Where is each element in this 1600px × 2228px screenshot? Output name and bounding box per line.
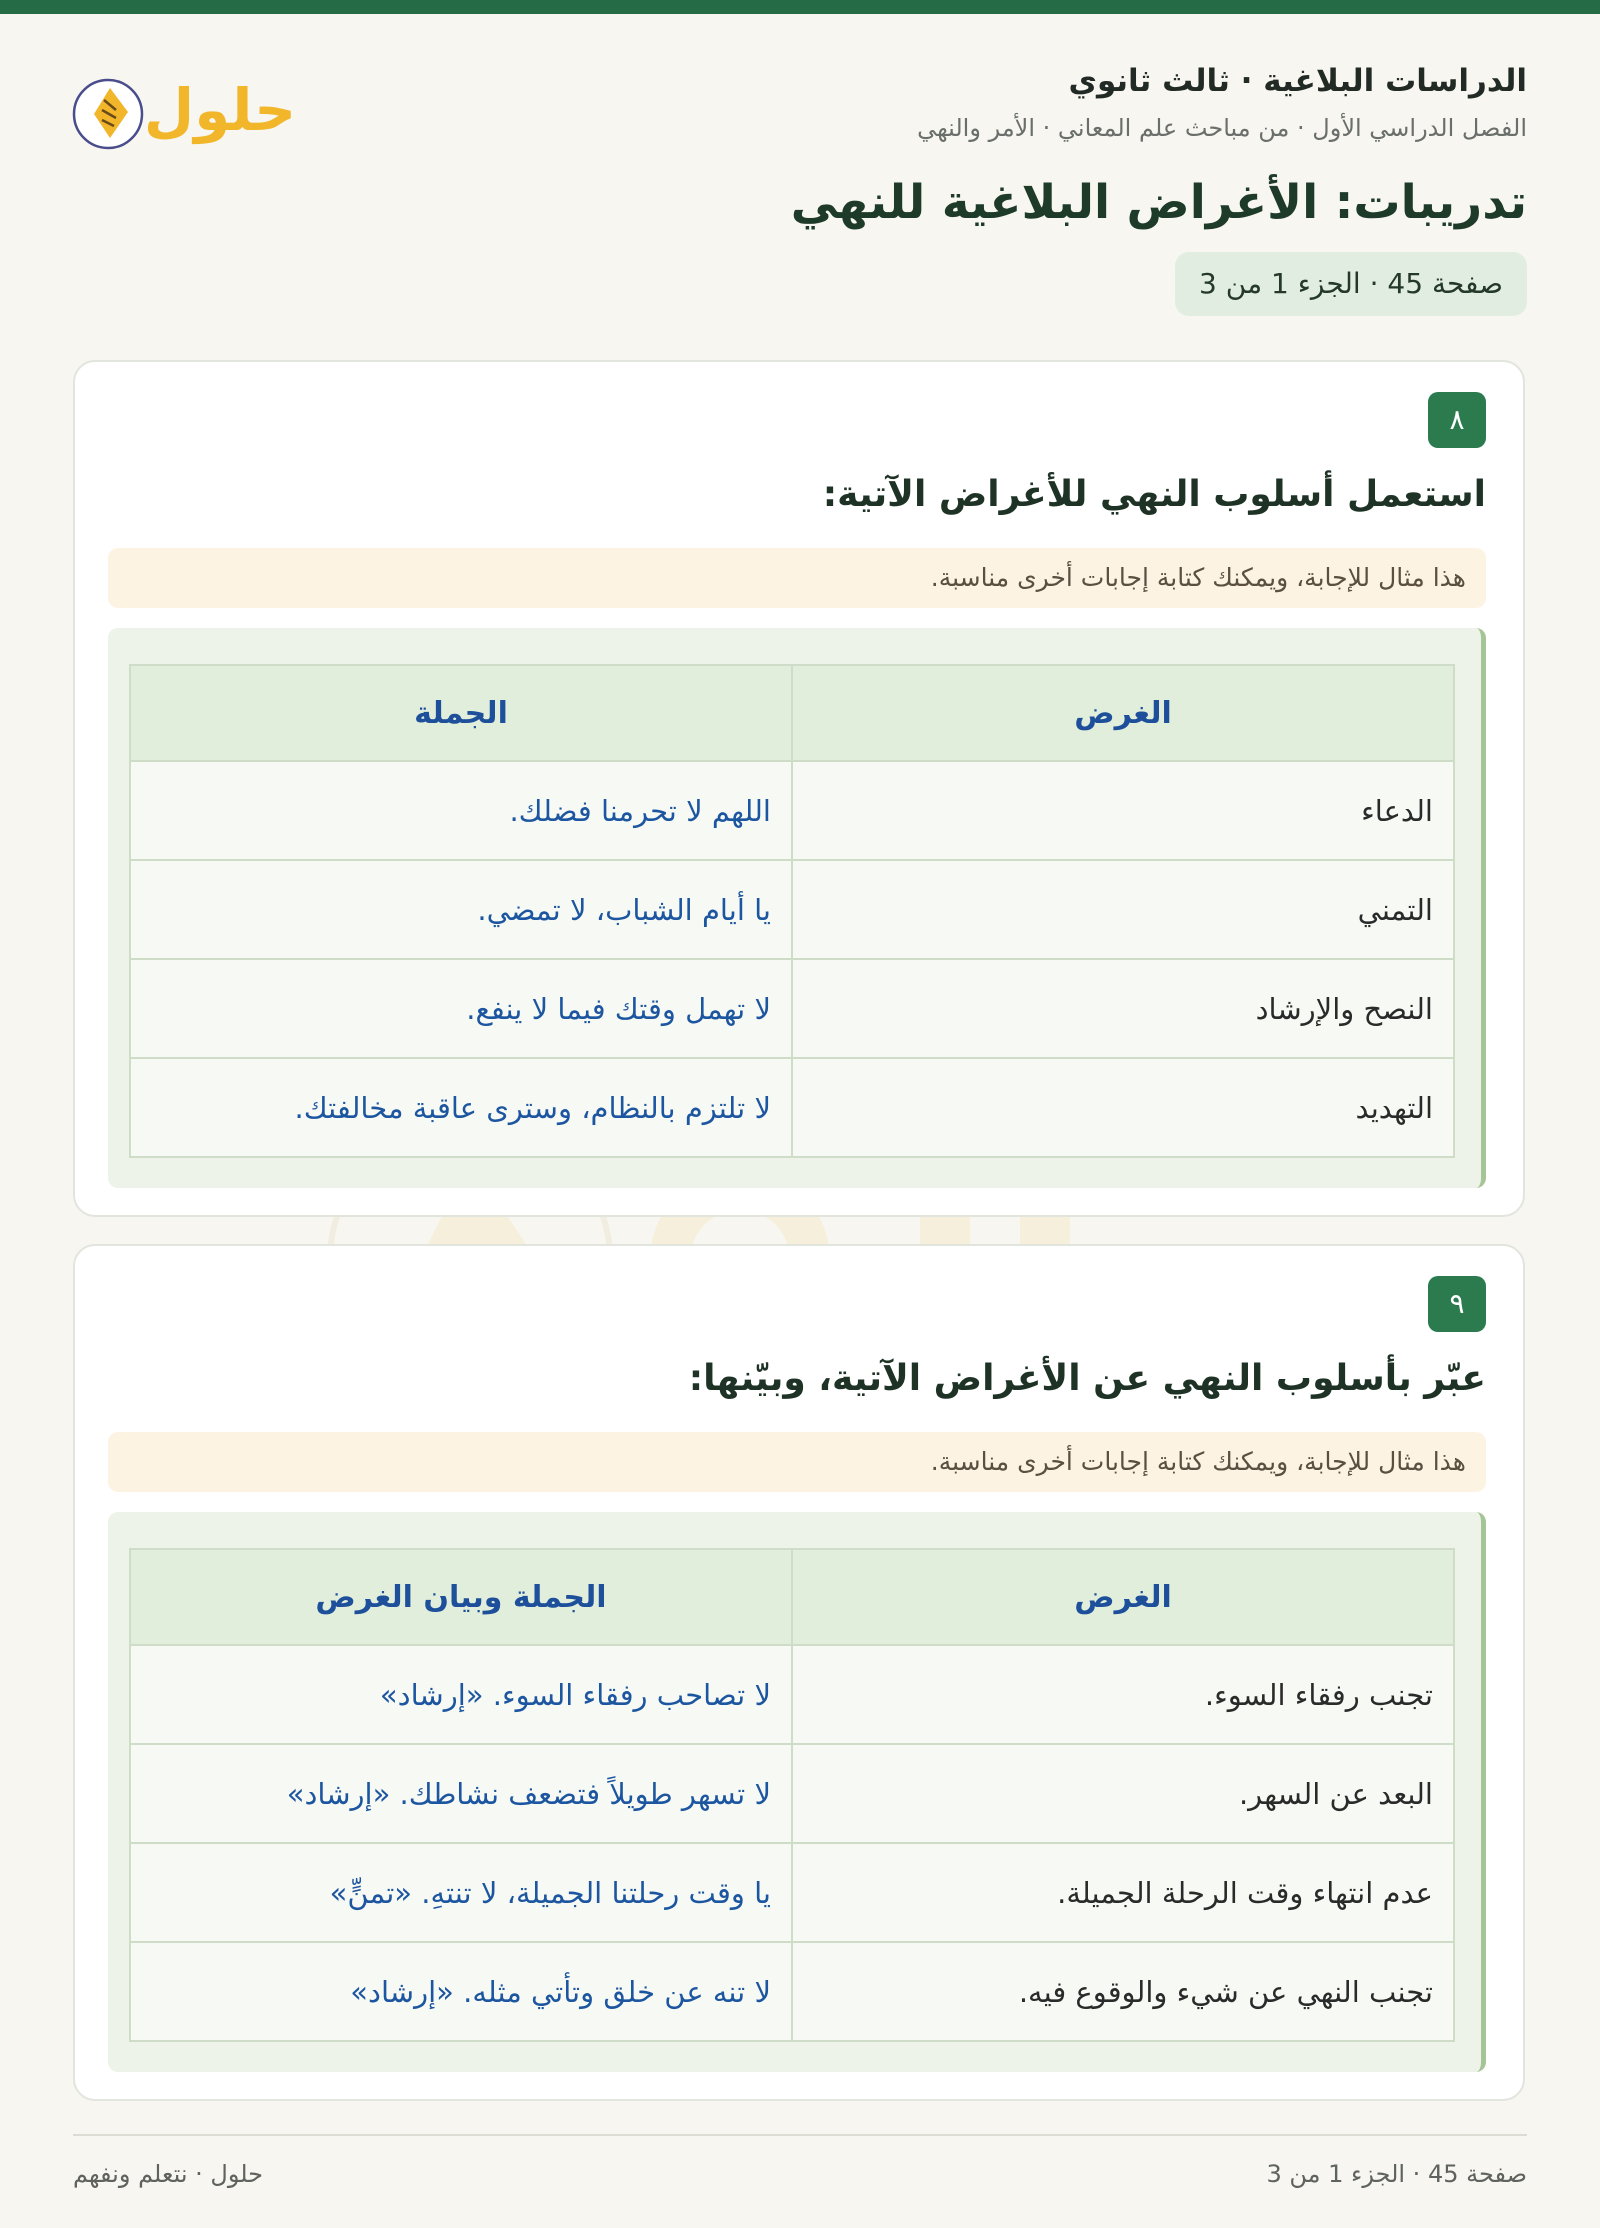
table-row bbox=[130, 1942, 1454, 2041]
footer-divider bbox=[73, 2134, 1527, 2136]
cell-aim: التهديد bbox=[792, 1058, 1454, 1157]
exercise-number-badge: ٨ bbox=[1428, 392, 1486, 448]
brand-logo bbox=[70, 58, 300, 154]
footer-brand: حلول · نتعلم ونفهم bbox=[73, 2160, 263, 2188]
answer-table bbox=[129, 1548, 1455, 2042]
cell-answer: يا أيام الشباب، لا تمضي. bbox=[130, 860, 792, 959]
exercise-question: عبّر بأسلوب النهي عن الأغراض الآتية، وبيّنها: bbox=[688, 1358, 1486, 1399]
cell-aim: البعد عن السهر. bbox=[792, 1744, 1454, 1843]
cell-answer: اللهم لا تحرمنا فضلك. bbox=[130, 761, 792, 860]
column-header-sentence: الجملة bbox=[130, 665, 792, 761]
table-row bbox=[130, 1843, 1454, 1942]
table-row bbox=[130, 1744, 1454, 1843]
answer-panel bbox=[108, 628, 1486, 1188]
cell-aim: تجنب رفقاء السوء. bbox=[792, 1645, 1454, 1744]
cell-aim: تجنب النهي عن شيء والوقوع فيه. bbox=[792, 1942, 1454, 2041]
svg-text:حلول: حلول bbox=[143, 76, 297, 144]
table-row bbox=[130, 1058, 1454, 1157]
cell-aim: النصح والإرشاد bbox=[792, 959, 1454, 1058]
document-header bbox=[427, 58, 1527, 316]
footer-page-info: صفحة 45 · الجزء 1 من 3 bbox=[1266, 2160, 1527, 2188]
exercise-card-8 bbox=[73, 360, 1525, 1217]
column-header-sentence: الجملة وبيان الغرض bbox=[130, 1549, 792, 1645]
cell-aim: الدعاء bbox=[792, 761, 1454, 860]
table-row bbox=[130, 959, 1454, 1058]
cell-answer: لا تهمل وقتك فيما لا ينفع. bbox=[130, 959, 792, 1058]
cell-answer: لا تنه عن خلق وتأتي مثله. «إرشاد» bbox=[130, 1942, 792, 2041]
column-header-aim: الغرض bbox=[792, 1549, 1454, 1645]
cell-answer: لا تلتزم بالنظام، وسترى عاقبة مخالفتك. bbox=[130, 1058, 792, 1157]
table-header-row bbox=[130, 665, 1454, 761]
logo-mark-icon bbox=[70, 58, 300, 154]
cell-answer: لا تسهر طويلاً فتضعف نشاطك. «إرشاد» bbox=[130, 1744, 792, 1843]
cell-answer: يا وقت رحلتنا الجميلة، لا تنتهِ. «تمنٍّ» bbox=[130, 1843, 792, 1942]
answer-note: هذا مثال للإجابة، ويمكنك كتابة إجابات أخرى مناسبة. bbox=[108, 548, 1486, 608]
exercise-card-9 bbox=[73, 1244, 1525, 2101]
top-accent-bar bbox=[0, 0, 1600, 14]
table-row bbox=[130, 761, 1454, 860]
cell-aim: عدم انتهاء وقت الرحلة الجميلة. bbox=[792, 1843, 1454, 1942]
page-info-badge: صفحة 45 · الجزء 1 من 3 bbox=[1175, 252, 1527, 316]
cell-answer: لا تصاحب رفقاء السوء. «إرشاد» bbox=[130, 1645, 792, 1744]
answer-table bbox=[129, 664, 1455, 1158]
cell-aim: التمني bbox=[792, 860, 1454, 959]
course-title: الدراسات البلاغية · ثالث ثانوي bbox=[1068, 63, 1527, 99]
answer-note: هذا مثال للإجابة، ويمكنك كتابة إجابات أخرى مناسبة. bbox=[108, 1432, 1486, 1492]
page-title: تدريبات: الأغراض البلاغية للنهي bbox=[790, 175, 1527, 230]
table-row bbox=[130, 1645, 1454, 1744]
table-header-row bbox=[130, 1549, 1454, 1645]
course-subtitle: الفصل الدراسي الأول · من مباحث علم المعاني · الأمر والنهي bbox=[917, 114, 1527, 142]
table-row bbox=[130, 860, 1454, 959]
column-header-aim: الغرض bbox=[792, 665, 1454, 761]
answer-panel bbox=[108, 1512, 1486, 2072]
exercise-number-badge: ٩ bbox=[1428, 1276, 1486, 1332]
exercise-question: استعمل أسلوب النهي للأغراض الآتية: bbox=[822, 474, 1486, 515]
